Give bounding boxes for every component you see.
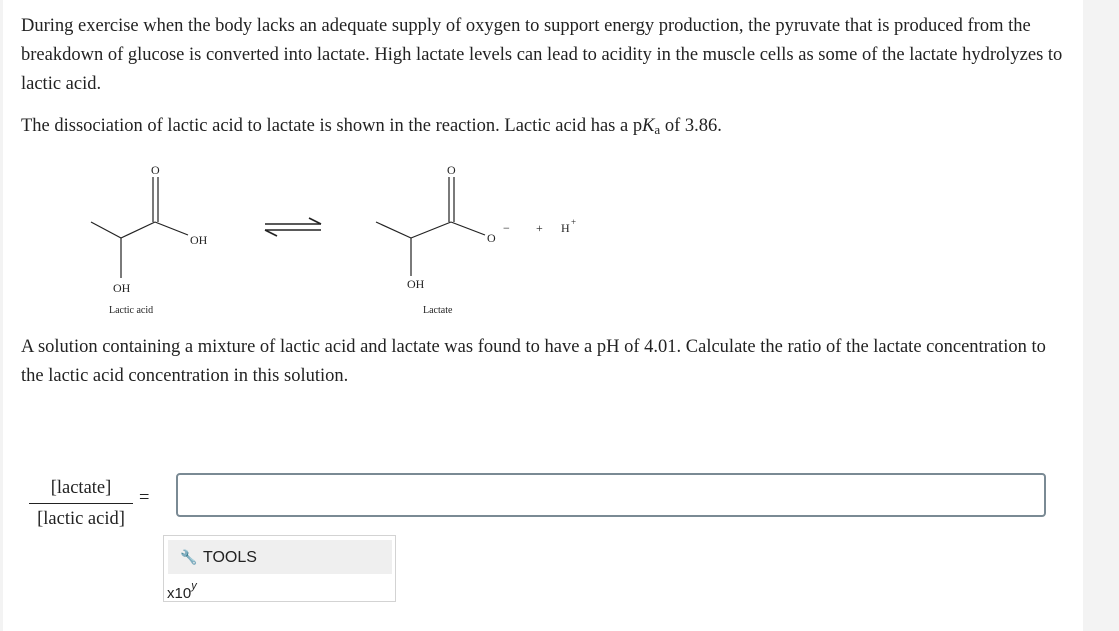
tools-toggle-button[interactable] — [168, 540, 392, 574]
product-negative-charge: − — [503, 221, 510, 235]
pka-subscript: a — [654, 122, 661, 137]
lactic-acid-bonds — [91, 177, 188, 278]
reaction-svg — [3, 150, 643, 330]
equilibrium-arrow — [265, 218, 321, 236]
reactant-oxygen: O — [151, 163, 160, 177]
scientific-notation-button[interactable] — [167, 574, 197, 602]
product-alpha-oh: OH — [407, 277, 425, 291]
reactant-alpha-oh: OH — [113, 281, 131, 295]
question-paragraph-3: A solution containing a mixture of lactic acid and lactate was found to have a pH of 4.01. Calculate the ratio of the lactate concentration to the lactic acid concentration in this solution. — [21, 337, 1046, 386]
question-paragraph-2 — [21, 112, 1071, 144]
product-oxygen: O — [447, 163, 456, 177]
pka-p: p — [632, 116, 643, 136]
equals-sign: = — [139, 488, 150, 508]
reactant-oh: OH — [190, 233, 208, 247]
reaction-diagram — [3, 150, 643, 330]
fraction-bar — [29, 503, 133, 504]
wrench-icon: 🔧 — [180, 549, 198, 565]
sci-exponent: y — [191, 580, 197, 592]
hydrogen-charge: + — [571, 217, 577, 227]
tools-panel — [163, 535, 396, 602]
plus-sign: + — [536, 221, 543, 235]
question-paragraph-1: During exercise when the body lacks an adequate supply of oxygen to support energy production, the pyruvate that is produced from the breakdown of glucose is converted into lactate. High lactate levels can lead to acidity in the muscle cells as some of the lactate hydrolyzes to lactic acid. — [21, 16, 1063, 94]
sci-base: x10 — [167, 585, 192, 602]
fraction-numerator: [lactate] — [50, 478, 112, 498]
lactate-name: Lactate — [423, 305, 453, 316]
paragraph-2-value: of 3.86. — [660, 116, 722, 136]
tools-label: TOOLS — [203, 549, 257, 566]
pka-symbol — [633, 116, 660, 136]
pka-k: K — [642, 116, 655, 136]
question-card — [3, 0, 1083, 631]
hydrogen-ion: H — [561, 221, 570, 235]
answer-input[interactable] — [176, 473, 1046, 517]
ratio-fraction — [29, 474, 133, 533]
product-oxygen-anion: O — [487, 231, 496, 245]
fraction-denominator: [lactic acid] — [37, 509, 125, 529]
lactate-bonds — [376, 177, 485, 276]
paragraph-2-text: The dissociation of lactic acid to lactate is shown in the reaction. Lactic acid has a — [21, 116, 633, 136]
lactic-acid-name: Lactic acid — [109, 305, 154, 316]
